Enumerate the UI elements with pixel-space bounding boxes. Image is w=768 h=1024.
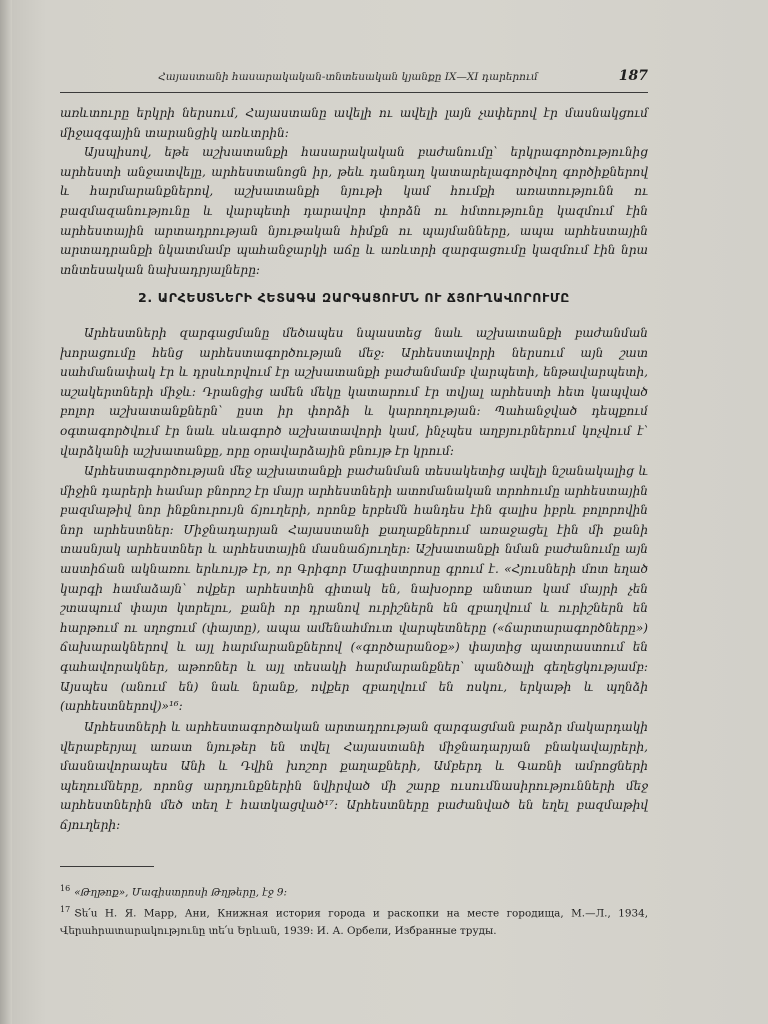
footnote-text: «Թղթոք», Մագիստրոսի Թղթերը, էջ 9։ xyxy=(74,886,287,899)
footnote-text: Տե՛ս Н. Я. Марр, Ани, Книжная история города и раскопки на месте городища, М.—Л., 1934, Վերահրատարակությունը տե՛ս Երևան, 1939։ И. А. Орбели, Избранные труды. xyxy=(60,907,648,937)
footnote-divider xyxy=(60,866,154,867)
page-binding-shadow xyxy=(0,0,12,1024)
footnote-number: 16 xyxy=(60,884,71,893)
paragraph: Արհեստների և արհեստագործական արտադրության զարգացման բարձր մակարդակի վերաբերյալ առատ նյութեր են տվել Հայաստանի միջնադարյան բնակավայրերի, մասնավորապես Անի և Դվին խոշոր քաղաքների, Ամբերդ և Գառնի ամրոցների պեղումները, որոնց արդյունքներին նվիրված մի շարք ուսումնասիրությունների մեջ արհեստներին մեծ տեղ է հատկացված¹⁷։ Արհեստները բաժանված են եղել բազմաթիվ ճյուղերի։ xyxy=(60,720,648,832)
paragraph: Այսպիսով, եթե աշխատանքի հասարակական բաժանումը՝ երկրագործությունից արհեստի անջատվելը, արհեստանոցն իր, թեև դանդաղ կատարելագործվող գործիքներով և հարմարանքներով, աշխատանքի նյութի կամ հումքի առատությունն ու բազմազանությունը և վարպետի դարավոր փորձն ու հմտությունը կազմում էին արհեստային արտադրության նյութական հիմքն ու պայմանները, ապա արհեստային արտադրանքի նկատմամբ պահանջարկի աճը և առևտրի զարգացումը կազմում էին նրա տնտեսական նախադրյալները։ xyxy=(60,145,648,277)
footnote-number: 17 xyxy=(60,905,71,915)
footnote xyxy=(60,901,648,939)
footnotes xyxy=(60,880,648,940)
section-heading: 2. ԱՐՀԵՍՏՆԵՐԻ ՀԵՏԱԳԱ ԶԱՐԳԱՑՈՒՄՆ ՈՒ ՃՅՈՒՂԱՎՈՐՈՒՄԸ xyxy=(138,290,570,305)
running-header xyxy=(60,70,648,93)
footnote xyxy=(60,880,648,901)
section-body xyxy=(60,324,648,836)
running-title: Հայաստանի հասարակական-տնտեսական կյանքը IX—XI դարերում xyxy=(158,71,538,83)
paragraph: Արհեստների զարգացմանը մեծապես նպաստեց նաև աշխատանքի բաժանման խորացումը հենց արհեստագործության մեջ։ Արհեստավորի ներսում այն շատ սահմանափակ էր և դրսևորվում էր աշխատանքի բաժանմամբ վարպետի, ենթավարպետի, աշակերտների միջև։ Դրանցից ամեն մեկը կատարում էր տվյալ արհեստի հետ կապված բոլոր աշխատանքներն՝ ըստ իր փորձի և կարողության։ Պահանջված դեպքում օգտագործվում էր նաև սևագործ աշխատավորի կամ, ինչպես աղբյուրներում կոչվում է՝ վարձկանի աշխատանքը, որը օրավարձային բնույթ էր կրում։ xyxy=(60,326,648,458)
page-number: 187 xyxy=(618,68,648,84)
paragraph: առևտուրը երկրի ներսում, Հայաստանը ավելի ու ավելի լայն չափերով էր մասնակցում միջազգային տարանցիկ առևտրին։ xyxy=(60,106,648,140)
paragraph: Արհեստագործության մեջ աշխատանքի բաժանման տեսակետից ավելի նշանակալից և միջին դարերի համար բնորոշ էր մայր արհեստների ատոմանական տրոհումը արհեստային բազմաթիվ նոր ինքնուրույն ճյուղերի, որոնք երբեմն հանդես էին գալիս իբրև բոլորովին նոր արհեստներ։ Միջնադարյան Հայաստանի քաղաքներում առաջացել էին մի քանի տասնյակ արհեստներ և արհեստային մասնաճյուղեր։ Աշխատանքի նման բաժանումը այն աստիճան ակնառու երևույթ էր, որ Գրիգոր Մագիստրոսը գրում է. «Հյուսների մոտ եղած կարգի համաձայն՝ ովքեր արհեստին գիտակ են, նախօրոք անտառ կամ մայրի չեն շտապում փայտ կտրելու, քանի որ դրանով ուրիշներն են զբաղվում և ուրիշներն են հարթում ու սղոցում (փայտը), ապա ամենահմուտ վարպետները («ճարտարագործները») ճախարակներով և այլ հարմարանքներով («գործարանօք») փայտից պատրաստում են գահավորակներ, աթոռներ և այլ տեսակի հարմարանքներ՝ պանծալի գեղեցկությամբ։ Այսպես (անում են) նաև նրանք, ովքեր զբաղվում են ոսկու, երկաթի և պղնձի (արհեստներով)»¹⁶։ xyxy=(60,464,648,714)
intro-text xyxy=(60,104,648,319)
